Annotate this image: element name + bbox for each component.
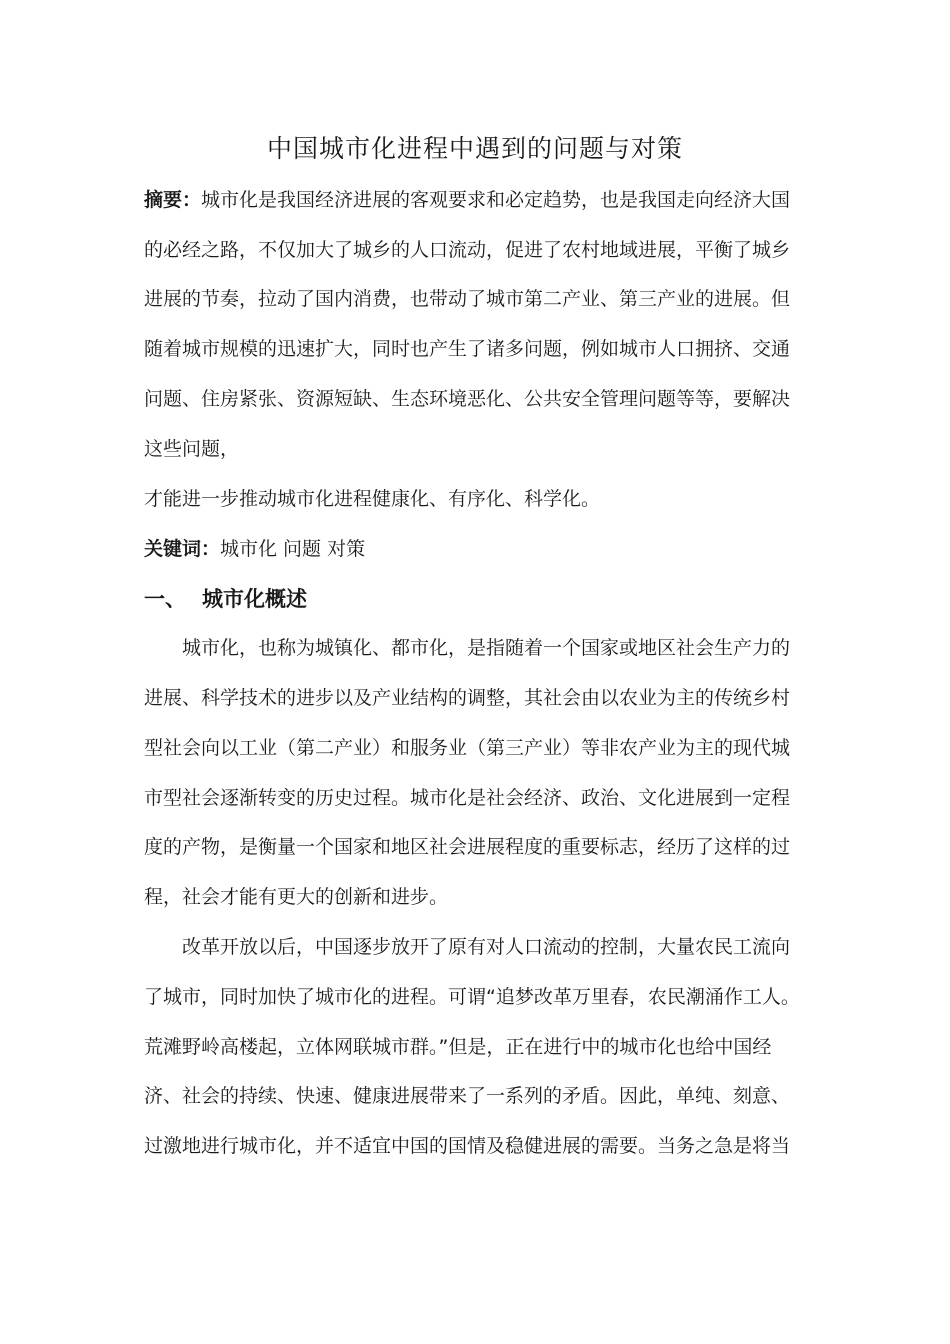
keywords-line <box>144 534 365 564</box>
abstract-line-6: 这些问题， <box>144 438 240 460</box>
abstract-line-3: 进展的节奏，拉动了国内消费，也带动了城市第二产业、第三产业的进展。但 <box>144 288 791 310</box>
paragraph2-line-4: 济、社会的持续、快速、健康进展带来了一系列的矛盾。因此，单纯、刻意、 <box>144 1085 791 1107</box>
paragraph2-line-1: 改革开放以后，中国逐步放开了原有对人口流动的控制，大量农民工流向 <box>182 936 791 958</box>
keywords-text: 城市化 问题 对策 <box>220 538 366 560</box>
abstract-line-7: 才能进一步推动城市化进程健康化、有序化、科学化。 <box>144 488 601 510</box>
section-title: 城市化概述 <box>202 587 307 611</box>
keywords-label: 关键词： <box>144 538 221 560</box>
document-title: 中国城市化进程中遇到的问题与对策 <box>266 134 683 163</box>
paragraph1-line-3: 型社会向以工业（第二产业）和服务业（第三产业）等非农产业为主的现代城 <box>144 737 791 759</box>
abstract-line-5: 问题、住房紧张、资源短缺、生态环境恶化、公共安全管理问题等等，要解决 <box>144 388 791 410</box>
paragraph2-line-5: 过激地进行城市化，并不适宜中国的国情及稳健进展的需要。当务之急是将当 <box>144 1135 791 1157</box>
paragraph2-line-2: 了城市，同时加快了城市化的进程。可谓“追梦改革万里春，农民潮涌作工人。 <box>144 986 800 1008</box>
paragraph1-line-1: 城市化，也称为城镇化、都市化，是指随着一个国家或地区社会生产力的 <box>182 637 791 659</box>
section-heading <box>144 584 307 614</box>
abstract-line-1 <box>144 185 790 215</box>
abstract-line-2: 的必经之路，不仅加大了城乡的人口流动，促进了农村地域进展，平衡了城乡 <box>144 239 791 261</box>
abstract-label: 摘要： <box>144 189 202 211</box>
paragraph1-line-5: 度的产物，是衡量一个国家和地区社会进展程度的重要标志，经历了这样的过 <box>144 836 791 858</box>
abstract-line-4: 随着城市规模的迅速扩大，同时也产生了诸多问题，例如城市人口拥挤、交通 <box>144 338 791 360</box>
paragraph1-line-4: 市型社会逐渐转变的历史过程。城市化是社会经济、政治、文化进展到一定程 <box>144 787 791 809</box>
abstract-text: 城市化是我国经济进展的客观要求和必定趋势，也是我国走向经济大国 <box>201 189 791 211</box>
paragraph1-line-2: 进展、科学技术的进步以及产业结构的调整，其社会由以农业为主的传统乡村 <box>144 687 791 709</box>
paragraph1-line-6: 程，社会才能有更大的创新和进步。 <box>144 886 449 908</box>
section-number: 一、 <box>144 587 186 611</box>
paragraph2-line-3: 荒滩野岭高楼起，立体网联城市群。”但是，正在进行中的城市化也给中国经 <box>144 1036 772 1058</box>
